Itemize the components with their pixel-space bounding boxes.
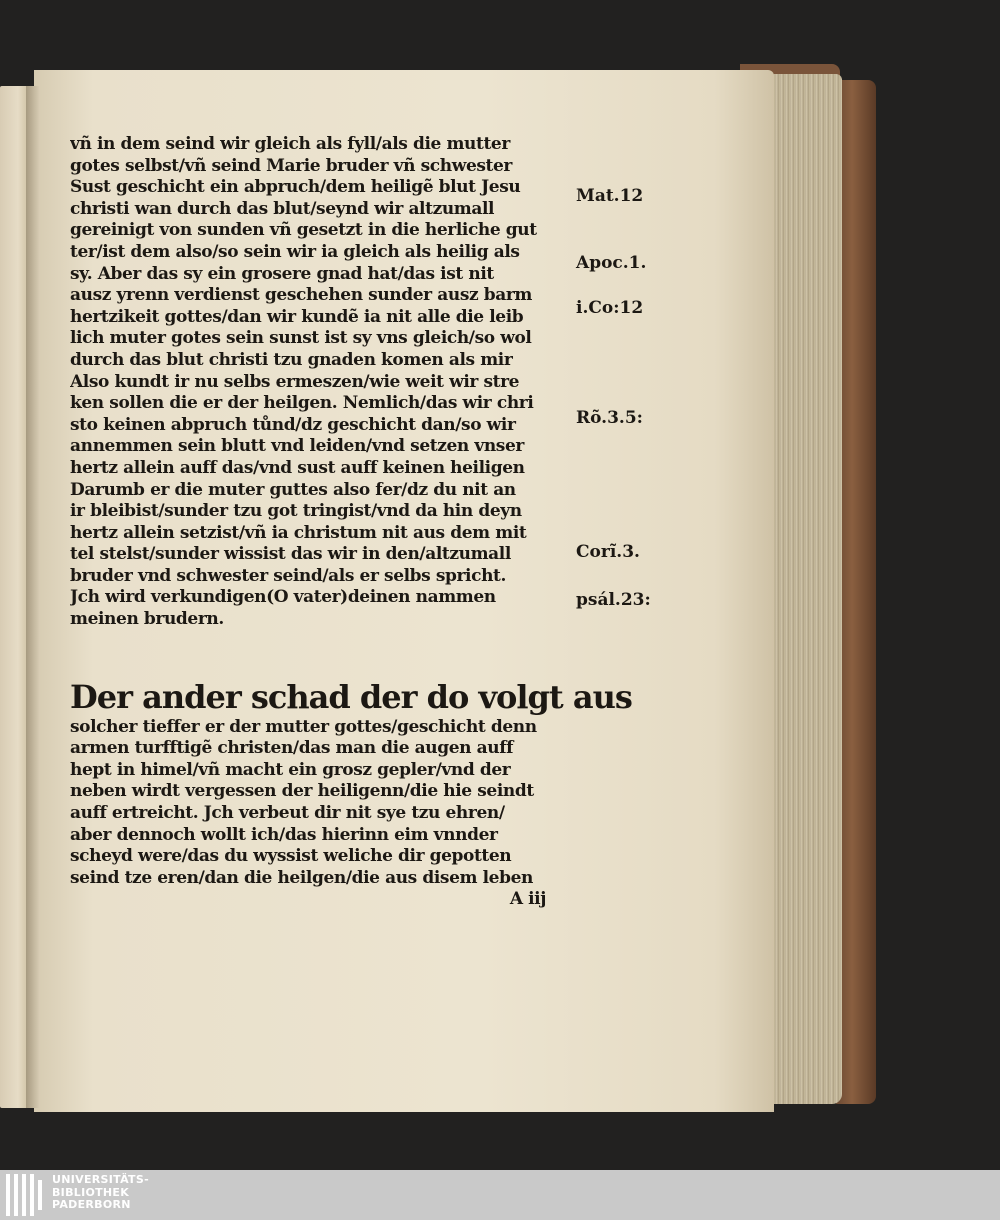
margin-note-cor2: Corĩ.3. (576, 542, 640, 562)
margin-note-apoc: Apoc.1. (576, 253, 647, 273)
margin-note-mat: Mat.12 (576, 186, 644, 206)
library-footer (0, 1170, 1000, 1220)
text-line: auff ertreicht. Jch verbeut dir nit sye tzu ehren/ (70, 803, 505, 824)
text-line: durch das blut christi tzu gnaden komen als mir (70, 349, 513, 370)
text-line: Sust geschicht ein abpruch/dem heiligẽ blut Jesu (70, 177, 521, 198)
text-line: meinen brudern. (70, 609, 224, 630)
text-line: seind tze eren/dan die heilgen/die aus disem leben (70, 867, 533, 888)
library-logo-icon (6, 1174, 46, 1216)
text-line: ausz yrenn verdienst geschehen sunder ausz barm (70, 285, 533, 306)
text-line: sto keinen abpruch tůnd/dz geschicht dan/so wir (70, 414, 516, 435)
text-line: hertzikeit gottes/dan wir kundẽ ia nit alle die leib (70, 306, 524, 327)
text-line: christi wan durch das blut/seynd wir altzumall (70, 198, 495, 219)
text-line: gereinigt von sunden vñ gesetzt in die herliche gut (70, 220, 537, 241)
text-line: armen turfftigẽ christen/das man die augen auff (70, 738, 514, 759)
library-name-line: PADERBORN (52, 1198, 131, 1211)
margin-note-ro: Rõ.3.5: (576, 408, 643, 428)
library-name (52, 1174, 149, 1212)
margin-note-cor1: i.Co:12 (576, 298, 644, 318)
text-line: ken sollen die er der heilgen. Nemlich/das wir chri (70, 393, 534, 414)
text-line: aber dennoch wollt ich/das hierinn eim vnnder (70, 824, 498, 845)
text-line: annemmen sein blutt vnd leiden/vnd setzen vnser (70, 436, 524, 457)
text-line: hertz allein setzist/vñ ia christum nit aus dem mit (70, 522, 527, 543)
text-line: solcher tieffer er der mutter gottes/geschicht denn (70, 716, 537, 737)
margin-note-psal: psál.23: (576, 590, 651, 610)
text-line: tel stelst/sunder wissist das wir in den/altzumall (70, 544, 511, 565)
library-name-line: UNIVERSITÄTS- (52, 1173, 149, 1186)
text-line: lich muter gotes sein sunst ist sy vns gleich/so wol (70, 328, 532, 349)
library-name-line: BIBLIOTHEK (52, 1185, 130, 1199)
text-line: vñ in dem seind wir gleich als fyll/als die mutter (70, 134, 510, 154)
section-heading: Der ander schad der do volgt aus (70, 677, 632, 716)
text-line: gotes selbst/vñ seind Marie bruder vñ schwester (70, 155, 512, 176)
signature-mark: A iij (509, 889, 546, 910)
text-line: scheyd were/das du wyssist weliche dir gepotten (70, 846, 512, 867)
text-line: Darumb er die muter guttes also fer/dz du nit an (70, 479, 516, 500)
text-line: ter/ist dem also/so sein wir ia gleich als heilig als (70, 241, 520, 262)
text-line: ir bleibist/sunder tzu got tringist/vnd da hin deyn (70, 501, 522, 522)
book-cover (836, 80, 876, 1104)
text-line: hertz allein auff das/vnd sust auff keinen heiligen (70, 457, 525, 478)
text-line: hept in himel/vñ macht ein grosz gepler/vnd der (70, 759, 511, 780)
text-line: neben wirdt vergessen der heiligenn/die hie seindt (70, 781, 534, 802)
book-gutter (26, 86, 40, 1108)
text-line: bruder vnd schwester seind/als er selbs spricht. (70, 565, 506, 586)
text-line: sy. Aber das sy ein grosere gnad hat/das ist nit (70, 263, 494, 284)
text-line: Jch wird verkundigen(O vater)deinen nammen (70, 587, 496, 608)
text-line: Also kundt ir nu selbs ermeszen/wie weit wir stre (70, 371, 520, 392)
